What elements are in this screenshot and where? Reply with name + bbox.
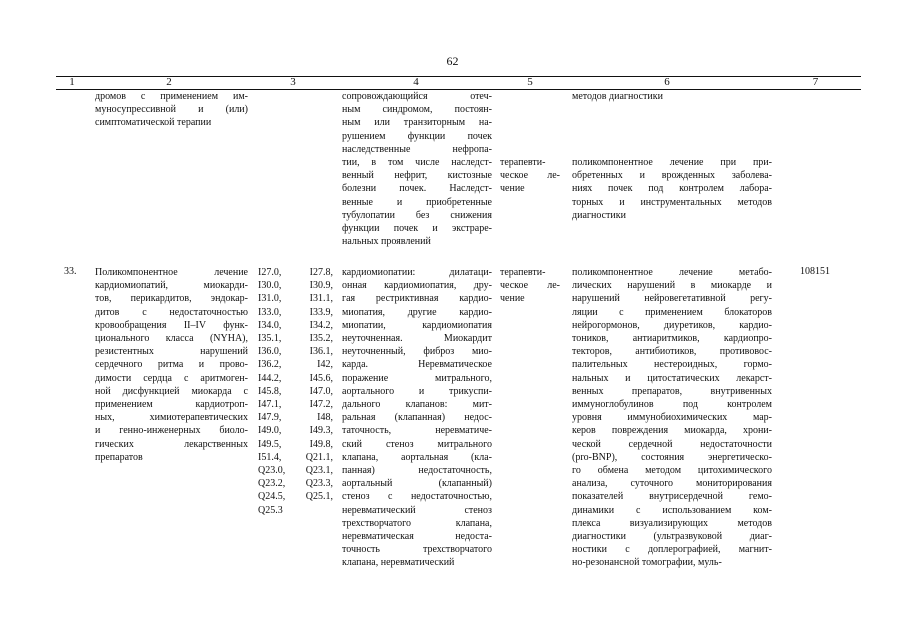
icd-code: Q23.1, [305,465,333,476]
col2-text-line: ной дисфункцией миокарда с [95,385,248,397]
row-number: 33. [64,266,77,277]
icd-code: I35.2, [309,333,333,344]
col2-text-line: ных, химиотерапевтических [95,412,248,424]
col5-text-line: ческое ле- [500,170,560,182]
col2-text-line: ционального класса (NYHA), [95,333,248,344]
icd-code: I35.1, [258,333,282,344]
col6-text-line: диагностики (ультразвуковой диаг- [572,531,772,542]
col4-text-line: трехстворчатого клапана, [342,517,492,529]
col2-text-line: кровообращения II–IV функ- [95,319,248,331]
icd-code: I36.1, [309,346,333,358]
header-col-4: 4 [413,76,419,88]
icd-code: I27.0, [258,267,282,278]
icd-code: I47.0, [309,385,333,397]
icd-code: I36.0, [258,346,282,358]
col4-text-line: неуточненный, фиброз мио- [342,346,492,358]
header-col-1: 1 [69,76,75,88]
header-col-6: 6 [664,76,670,88]
col6-text-line: диагностики [572,209,626,221]
col2-text-line: резистентных нарушений [95,346,248,358]
icd-code: I33.9, [309,306,333,318]
icd-code: Q25.3 [258,504,283,516]
col4-text-line: ным или транзиторным на- [342,117,492,129]
col5-text-line: чение [500,183,525,195]
col2-text-line: димости сердца с аритмоген- [95,372,248,384]
icd-code: I47.9, [258,412,282,424]
col4-text-line: миопатии, кардиомиопатия [342,319,492,331]
col6-text-line: но-резонансной томографии, муль- [572,557,722,569]
col2-text-line: применением кардиотроп- [95,399,248,410]
col6-text-line: иммуноглобулинов под контролем [572,399,772,410]
col4-text-line: дального клапанов: мит- [342,399,492,410]
col4-text-line: поражение митрального, [342,372,492,384]
col4-text-line: тубулопатии без снижения [342,209,492,221]
col2-text-line: симптоматической терапии [95,117,212,129]
icd-code: I45.6, [309,372,333,384]
icd-code: I49.5, [258,438,282,450]
col6-text-line: тоников, антиаритмиков, кардиопро- [572,333,772,344]
col4-text-line: ным синдромом, постоян- [342,104,492,116]
col2-text-line: препаратов [95,451,143,463]
col6-text-line: ностики с доплерографией, магнит- [572,544,772,556]
icd-code: I42, [317,359,333,371]
col5-text-line: ческое ле- [500,280,560,292]
col6-text-line: обретенных и врожденных заболева- [572,170,772,182]
col4-text-line: наследственные нефропа- [342,143,492,155]
header-col-5: 5 [527,76,533,88]
header-col-7: 7 [812,76,819,88]
col4-text-line: онная кардиомиопатия, дру- [342,280,492,292]
icd-code: I30.9, [309,280,333,292]
icd-code: I49.0, [258,425,282,437]
icd-code: I36.2, [258,359,282,371]
icd-code: I30.0, [258,280,282,292]
col6-text-line: палительных нестероидных, гормо- [572,359,772,371]
col4-text-line: функции почек и экстраре- [342,223,492,234]
col6-text-line: плекса визуализирующих методов [572,517,772,529]
col4-text-line: ский стеноз митрального [342,438,492,450]
col4-text-line: стеноз с недостаточностью, [342,491,492,503]
col2-text-line: дитов с недостаточностью [95,306,248,318]
col4-text-line: клапана, неревматический [342,557,455,569]
col4-text-line: клапана, аортальная (кла- [342,451,492,463]
col6-text-line: динамики с использованием ком- [572,504,772,516]
icd-code: I31.0, [258,293,282,305]
col4-text-line: панная) недостаточность, [342,465,492,476]
page-number: 62 [446,54,459,68]
col6-text-line: го обмена методом цитохимического [572,465,772,476]
col6-text-line: нарушений нейровегетативной регу- [572,293,772,305]
col6-text-line: нальных и цитостатических лекарст- [572,372,772,384]
price-value: 108151 [800,266,830,277]
icd-code: I49.8, [309,438,333,450]
col2-text-line: Поликомпонентное лечение [95,267,248,278]
col6-text-line: лических нарушений в миокарде и [572,280,772,292]
col4-text-line: аортального и трикуспи- [342,385,492,397]
col6-text-line: нейрогормонов, диуретиков, кардио- [572,319,772,331]
col6-text-line: керов повреждения миокарда, хрони- [572,425,772,437]
header-col-2: 2 [166,76,172,88]
icd-code: Q23.0, [258,465,286,476]
col6-text-line: поликомпонентное лечение при при- [572,157,772,168]
icd-code: I44.2, [258,372,282,384]
col4-text-line: рушением функции почек [342,130,492,142]
col2-text-line: сердечного ритма и прово- [95,359,248,371]
col6-text-line: уровня иммунобиохимических мар- [572,412,772,424]
col5-text-line: терапевти- [500,267,546,278]
col4-text-line: болезни почек. Наследст- [342,183,492,195]
col5-text-line: терапевти- [500,157,546,168]
col6-text-line: (pro-BNP), состояния энергетическо- [572,451,772,463]
col6-text-line: поликомпонентное лечение метабо- [572,267,772,278]
col4-text-line: неревматическая недоста- [342,531,492,542]
col2-text-line: дромов с применением им- [95,91,248,102]
icd-code: Q21.1, [305,451,333,463]
icd-code: I34.2, [309,319,333,331]
col2-text-line: муносупрессивной и (или) [95,104,248,116]
col6-text-line: ляции с применением блокаторов [572,306,772,318]
col4-text-line: карда. Неревматическое [342,359,492,371]
col6-text-line: показателей внутрисердечной гемо- [572,491,772,503]
col4-text-line: миопатия, другие кардио- [342,306,492,318]
col6-text-line: торных и инструментальных методов [572,196,772,208]
col4-text-line: гая рестриктивная кардио- [342,293,492,305]
col5-text-line: чение [500,293,525,305]
col6-text-line: ниях почек под контролем лабора- [572,183,772,195]
icd-code: Q25.1, [305,491,333,503]
col4-text-line: сопровождающийся отеч- [342,91,492,102]
icd-code: Q24.5, [258,491,286,503]
icd-code: I45.8, [258,385,282,397]
icd-code: I31.1, [309,293,333,305]
col6-text-line: анализа, суточного мониторирования [572,478,772,490]
icd-code: I47.2, [309,399,333,410]
icd-code: I48, [317,412,333,424]
icd-code: Q23.2, [258,478,286,490]
col4-text-line: точность трехстворчатого [342,544,492,556]
header-col-3: 3 [290,76,296,88]
col6-text-line: текторов, антибиотиков, противовос- [572,346,772,358]
icd-code: I47.1, [258,399,282,410]
icd-code: Q23.3, [305,478,333,490]
col4-text-line: венный нефрит, кистозные [342,170,492,182]
col2-text-line: кардиомиопатий, миокарди- [95,280,248,292]
col4-text-line: кардиомиопатии: дилатаци- [342,267,492,278]
col6-text-line: ческой сердечной недостаточности [572,438,772,450]
col4-text-line: аортальный (клапанный) [342,478,492,490]
col4-text-line: тии, в том числе наследст- [342,157,492,168]
col4-text-line: ральная (клапанная) недос- [342,412,492,424]
icd-code: I27.8, [309,267,333,278]
col6-text-line: венных препаратов, внутривенных [572,385,772,397]
col4-text-line: венные и приобретенные [342,196,492,208]
col4-text-line: нальных проявлений [342,236,431,248]
icd-code: I51.4, [258,451,282,463]
col4-text-line: таточность, неревматиче- [342,425,492,437]
col2-text-line: гических лекарственных [95,438,248,450]
col4-text-line: неревматический стеноз [342,504,492,516]
icd-code: I49.3, [309,425,333,437]
icd-code: I33.0, [258,306,282,318]
col4-text-line: неуточненная. Миокардит [342,333,492,344]
col6-text-line: методов диагностики [572,91,663,102]
col2-text-line: тов, перикардитов, эндокар- [95,293,248,305]
icd-code: I34.0, [258,319,282,331]
col2-text-line: и генно-инженерных биоло- [95,425,248,437]
